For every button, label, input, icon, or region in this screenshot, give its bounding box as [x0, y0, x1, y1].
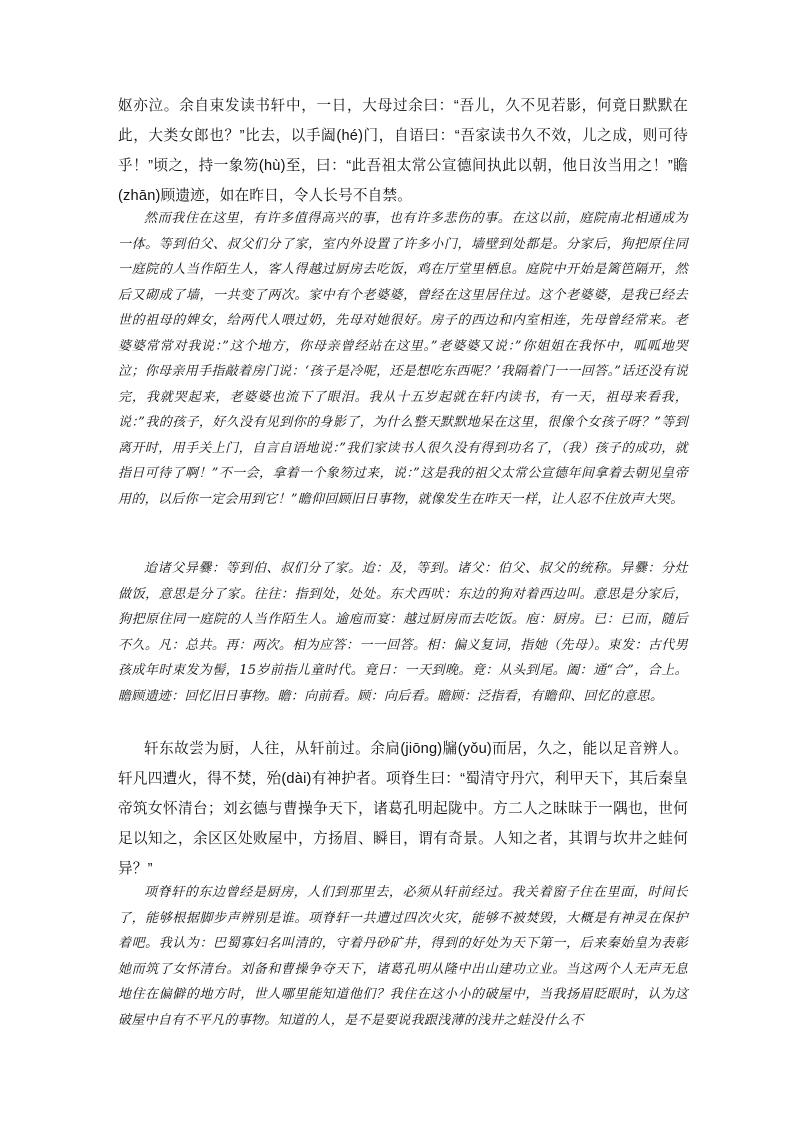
annotation-notes-paragraph: 迨诸父异爨：等到伯、叔们分了家。迨：及，等到。诸父：伯父、叔父的统称。异爨：分灶做饭，意思是分了家。往往：指到处，处处。东犬西吠：东边的狗对着西边叫。意思是分家后，狗把原住同一庭院的人当作陌生人。逾庖而宴：越过厨房而去吃饭。庖：厨房。已：已而，随后不久。凡：总共。再：两次。相为应答：一一回答。相：偏义复词，指她（先母）。束发：古代男孩成年时束发为髻，15岁前指儿童时代。竟日：一天到晚。竟：从头到尾。阖：通“合”，合上。瞻顾遗迹：回忆旧日事物。瞻：向前看。顾：向后看。瞻顾：泛指看，有瞻仰、回忆的意思。 [118, 561, 688, 704]
classical-text-paragraph-2: 轩东故尝为厨，人往，从轩前过。余扃(jiōng)牖(yǒu)而居，久之，能以足音辨人。轩凡四遭火，得不焚，殆(dài)有神护者。项脊生曰：“蜀清守丹穴，利甲天下，其后秦皇帝筑女怀清台；刘玄德与曹操争天下，诸葛孔明起陇中。方二人之昧昧于一隅也，世何足以知之，余区区处败屋中，方扬眉、瞬目，谓有奇景。人知之者，其谓与坎井之蛙何异？” [118, 741, 688, 877]
translation-paragraph-1: 然而我住在这里，有许多值得高兴的事，也有许多悲伤的事。在这以前，庭院南北相通成为一体。等到伯父、叔父们分了家，室内外设置了许多小门，墙壁到处都是。分家后，狗把原住同一庭院的人当作陌生人，客人得越过厨房去吃饭，鸡在厅堂里栖息。庭院中开始是篱笆隔开，然后又砌成了墙，一共变了两次。家中有个老婆婆，曾经在这里居住过。这个老婆婆，是我已经去世的祖母的婢女，给两代人喂过奶，先母对她很好。房子的西边和内室相连，先母曾经常来。老婆婆常常对我说：”这个地方，你母亲曾经站在这里。”老婆婆又说：”你姐姐在我怀中，呱呱地哭泣；你母亲用手指敲着房门说：‘孩子是冷呢，还是想吃东西呢？’我隔着门一一回答。”话还没有说完，我就哭起来，老婆婆也流下了眼泪。我从十五岁起就在轩内读书，有一天，祖母来看我，说：”我的孩子，好久没有见到你的身影了，为什么整天默默地呆在这里，很像个女孩子呀？”等到离开时，用手关上门，自言自语地说：”我们家读书人很久没有得到功名了，（我）孩子的成功，就指日可待了啊！”不一会，拿着一个象笏过来，说：”这是我的祖父太常公宣德年间拿着去朝见皇帝用的，以后你一定会用到它！”瞻仰回顾旧日事物，就像发生在昨天一样，让人忍不住放声大哭。 [118, 211, 688, 507]
translation-paragraph-2: 项脊轩的东边曾经是厨房，人们到那里去，必须从轩前经过。我关着窗子住在里面，时间长了，能够根据脚步声辨别是谁。项脊轩一共遭过四次火灾，能够不被焚毁，大概是有神灵在保护着吧。我认为：巴蜀寡妇名叫清的，守着丹砂矿井，得到的好处为天下第一，后来秦始皇为表彰她而筑了女怀清台。刘备和曹操争夺天下，诸葛孔明从隆中出山建功立业。当这两个人无声无息地住在偏僻的地方时，世人哪里能知道他们？我住在这小小的破屋中，当我扬眉眨眼时，认为这破屋中自有不平凡的事物。知道的人，是不是要说我跟浅薄的浅井之蛙没什么不 [118, 885, 688, 1028]
classical-text-paragraph-1: 妪亦泣。余自束发读书轩中，一日，大母过余曰：“吾儿，久不见若影，何竟日默默在此，大类女郎也？”比去，以手阖(hé)门，自语曰：“吾家读书久不效，儿之成，则可待乎！”顷之，持一象笏(hù)至，曰：“此吾祖太常公宣德间执此以朝，他日汝当用之！”瞻(zhān)顾遗迹，如在昨日，令人长号不自禁。 [118, 98, 688, 204]
